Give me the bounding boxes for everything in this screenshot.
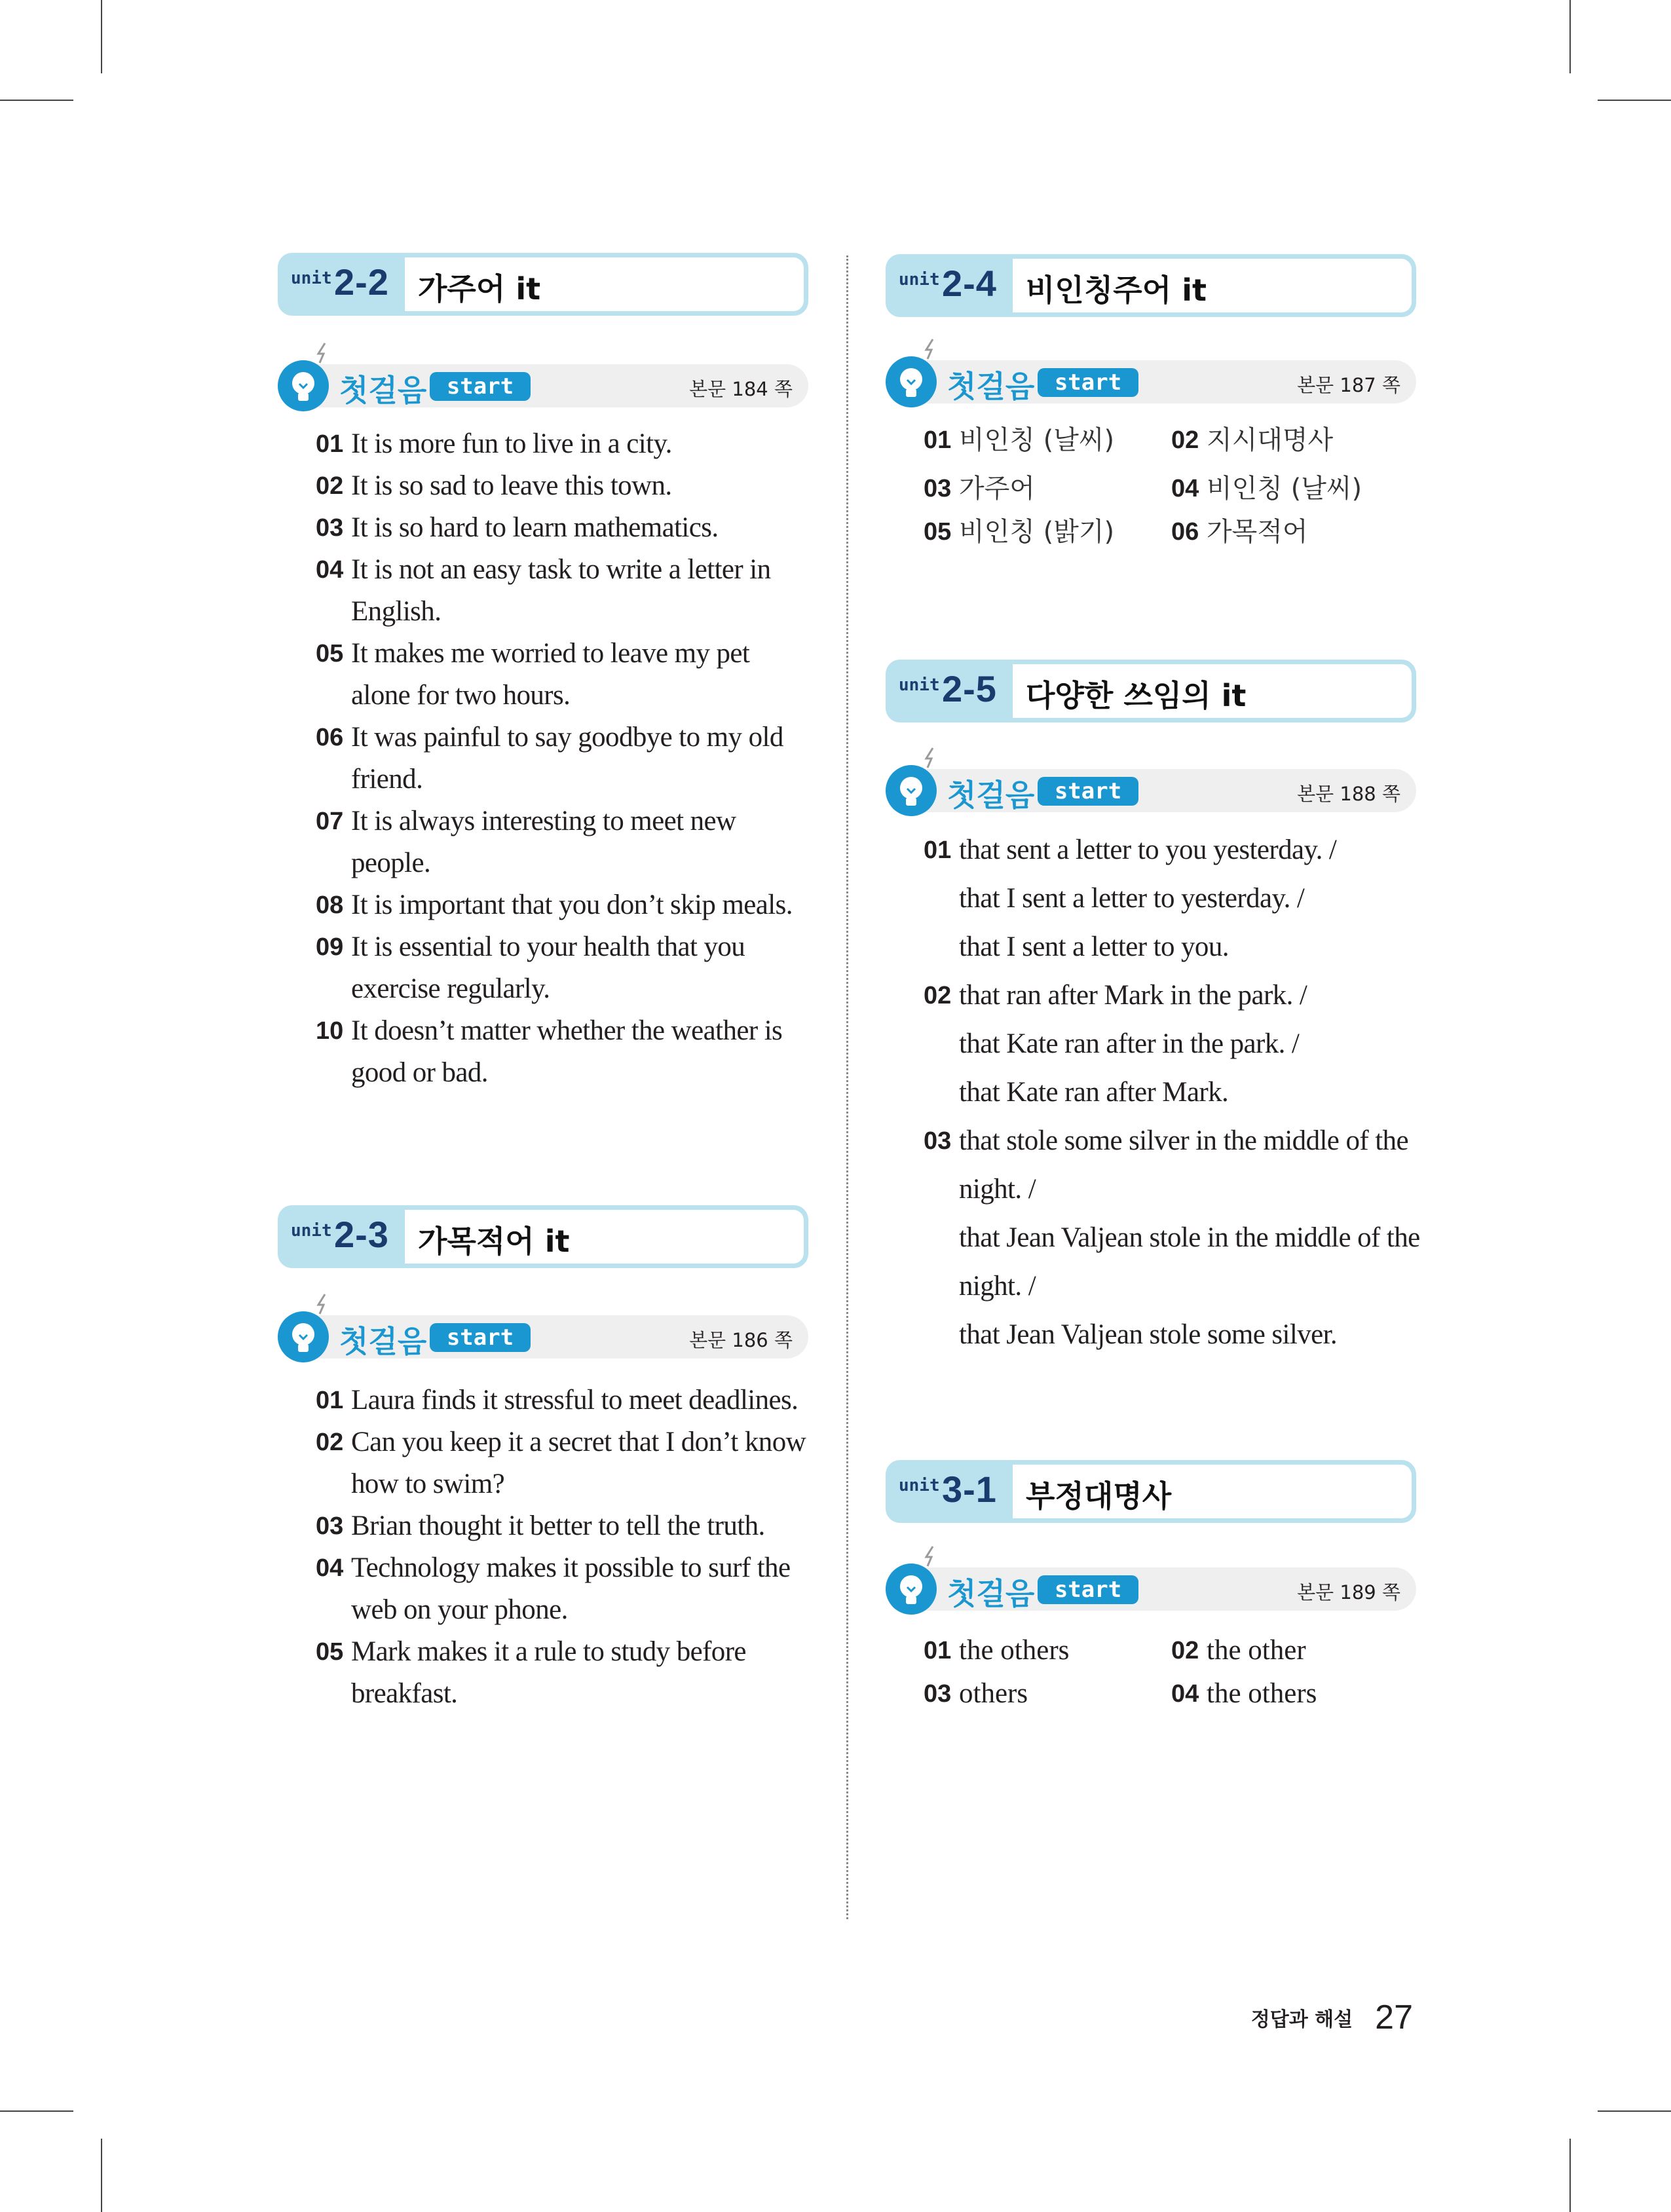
footer-label: 정답과 해설	[1250, 2008, 1353, 2031]
answer-number: 05	[316, 640, 344, 667]
spark-icon	[921, 747, 941, 769]
page-reference: 본문 186 쪽	[689, 1329, 793, 1351]
crop-mark	[101, 2139, 102, 2212]
answer-number: 01	[316, 430, 344, 458]
first-step-label: 첫걸음	[339, 373, 427, 408]
answer-list	[316, 1379, 814, 1715]
answer-text: It doesn’t matter whether the weather is good or bad.	[351, 1015, 783, 1088]
lightbulb-icon	[886, 356, 937, 407]
answer-number: 02	[316, 1429, 344, 1456]
answer-item	[924, 826, 1421, 971]
answer-item	[316, 1379, 814, 1421]
answer-line: that Jean Valjean stole some silver.	[959, 1319, 1338, 1350]
answer-text: 비인칭 (날씨)	[1207, 474, 1362, 504]
answer-item	[316, 1010, 814, 1094]
spark-icon	[313, 1293, 333, 1315]
answer-item	[316, 926, 814, 1010]
start-badge: start	[430, 1323, 531, 1352]
answer-item	[924, 468, 1035, 510]
start-header	[886, 769, 1416, 812]
unit-title: 다양한 쓰임의 it	[1026, 678, 1247, 713]
start-badge: start	[1038, 777, 1138, 806]
unit-word: unit	[899, 675, 940, 695]
unit-title: 부정대명사	[1026, 1478, 1172, 1514]
answer-text: It is more fun to live in a city.	[351, 428, 672, 459]
lightbulb-icon	[278, 360, 329, 411]
unit-header	[278, 253, 808, 316]
answer-number: 03	[924, 475, 952, 502]
answer-item	[316, 1421, 814, 1505]
answer-number: 10	[316, 1017, 344, 1045]
spark-icon	[921, 338, 941, 360]
unit-number: 3-1	[942, 1469, 997, 1510]
unit-title-box	[405, 1210, 804, 1264]
spark-icon	[313, 342, 333, 364]
unit-number: 2-3	[334, 1214, 389, 1255]
answer-line: that ran after Mark in the park. /	[959, 980, 1307, 1011]
first-step-label: 첫걸음	[947, 778, 1035, 813]
answer-line: that Kate ran after in the park. /	[959, 1028, 1300, 1059]
answer-text: It is so hard to learn mathematics.	[351, 512, 719, 543]
start-header	[886, 1567, 1416, 1611]
answer-text: It is essential to your health that you exercise regularly.	[351, 931, 745, 1004]
answer-text: Laura finds it stressful to meet deadlines.	[351, 1385, 798, 1415]
answer-number: 04	[316, 556, 344, 584]
crop-mark	[0, 100, 73, 101]
answer-item	[316, 717, 814, 800]
answer-item	[1171, 468, 1362, 510]
unit-word: unit	[899, 1476, 940, 1495]
page-reference: 본문 189 쪽	[1297, 1581, 1400, 1603]
answer-number: 02	[1171, 1637, 1199, 1664]
answer-text: Can you keep it a secret that I don’t know how to swim?	[351, 1427, 806, 1499]
start-header	[886, 360, 1416, 403]
answer-line: that Jean Valjean stole in the middle of the night. /	[959, 1222, 1420, 1302]
unit-title: 가주어 it	[418, 271, 541, 307]
answer-text: the other	[1207, 1635, 1306, 1666]
answer-number: 03	[924, 1680, 952, 1708]
spark-icon	[921, 1545, 941, 1567]
answer-number: 02	[1171, 426, 1199, 454]
answer-line: that I sent a letter to yesterday. /	[959, 883, 1305, 914]
answer-number: 03	[316, 514, 344, 542]
unit-title-box	[1013, 259, 1412, 312]
answer-item	[924, 1117, 1421, 1359]
answer-number: 07	[316, 808, 344, 835]
answer-number: 01	[924, 836, 952, 864]
answer-text: It is important that you don’t skip meals.	[351, 890, 793, 920]
unit-title-box	[1013, 1465, 1412, 1518]
answer-number: 05	[316, 1638, 344, 1666]
answer-item	[924, 1673, 1028, 1715]
answer-line: that Kate ran after Mark.	[959, 1077, 1229, 1108]
answer-item	[316, 549, 814, 633]
answer-number: 06	[1171, 518, 1199, 546]
unit-header	[886, 660, 1416, 722]
crop-mark	[1598, 2110, 1671, 2112]
answer-number: 01	[924, 426, 952, 454]
answer-text: the others	[1207, 1678, 1317, 1709]
answer-item	[924, 1630, 1069, 1672]
answer-text: 지시대명사	[1207, 425, 1334, 455]
answer-text: Technology makes it possible to surf the web on your phone.	[351, 1552, 791, 1625]
start-header	[278, 364, 808, 407]
answer-number: 02	[924, 982, 952, 1009]
answer-text: 가주어	[959, 474, 1035, 504]
answer-item	[924, 419, 1114, 461]
answer-number: 04	[1171, 475, 1199, 502]
answer-item	[1171, 1630, 1306, 1672]
answer-number: 01	[924, 1637, 952, 1664]
answer-text: It is not an easy task to write a letter in English.	[351, 554, 771, 627]
answer-number: 03	[924, 1127, 952, 1155]
unit-header	[886, 1460, 1416, 1523]
answer-number: 03	[316, 1512, 344, 1540]
page-reference: 본문 187 쪽	[1297, 374, 1400, 396]
answer-number: 04	[316, 1554, 344, 1582]
page-reference: 본문 188 쪽	[1297, 783, 1400, 805]
crop-mark	[0, 2110, 73, 2112]
answer-number: 04	[1171, 1680, 1199, 1708]
lightbulb-icon	[886, 1564, 937, 1615]
unit-word: unit	[899, 270, 940, 290]
unit-title-box	[1013, 664, 1412, 718]
answer-number: 05	[924, 518, 952, 546]
start-badge: start	[1038, 368, 1138, 397]
answer-item	[316, 423, 814, 465]
answer-list	[316, 423, 814, 1094]
unit-number: 2-5	[942, 668, 997, 709]
first-step-label: 첫걸음	[947, 369, 1035, 404]
answer-text: It was painful to say goodbye to my old friend.	[351, 722, 783, 795]
answer-item	[1171, 1673, 1317, 1715]
unit-title-box	[405, 257, 804, 311]
answer-item	[1171, 419, 1333, 461]
crop-mark	[1598, 100, 1671, 101]
first-step-label: 첫걸음	[947, 1576, 1035, 1611]
unit-word: unit	[291, 1221, 332, 1241]
unit-number: 2-2	[334, 261, 389, 303]
page-reference: 본문 184 쪽	[689, 378, 793, 400]
answer-text: others	[959, 1678, 1028, 1709]
answer-text: 가목적어	[1207, 517, 1308, 547]
answer-item	[316, 1505, 814, 1547]
answer-item	[924, 971, 1421, 1117]
unit-header	[886, 254, 1416, 317]
lightbulb-icon	[886, 765, 937, 816]
column-divider	[846, 255, 848, 1919]
answer-item	[1171, 511, 1308, 553]
answer-text: It makes me worried to leave my pet alone for two hours.	[351, 638, 750, 711]
answer-number: 02	[316, 472, 344, 500]
unit-word: unit	[291, 269, 332, 288]
answer-text: Mark makes it a rule to study before breakfast.	[351, 1636, 746, 1709]
unit-header	[278, 1205, 808, 1268]
answer-number: 09	[316, 933, 344, 961]
answer-item	[316, 507, 814, 549]
answer-item	[316, 633, 814, 717]
answer-text: 비인칭 (밝기)	[959, 517, 1115, 547]
answer-item	[316, 884, 814, 926]
answer-text: 비인칭 (날씨)	[959, 425, 1115, 455]
unit-title: 비인칭주어 it	[1026, 272, 1207, 308]
answer-text: Brian thought it better to tell the truth.	[351, 1510, 765, 1541]
lightbulb-icon	[278, 1311, 329, 1362]
crop-mark	[1569, 2139, 1571, 2212]
page-footer	[1251, 1998, 1413, 2037]
answer-line: that sent a letter to you yesterday. /	[959, 834, 1337, 865]
crop-mark	[101, 0, 102, 73]
answer-number: 06	[316, 724, 344, 751]
crop-mark	[1569, 0, 1571, 73]
answer-number: 08	[316, 891, 344, 919]
start-badge: start	[1038, 1575, 1138, 1604]
answer-item	[316, 800, 814, 884]
answer-item	[316, 1547, 814, 1631]
answer-item	[316, 1631, 814, 1715]
unit-number: 2-4	[942, 263, 997, 304]
answer-item	[924, 511, 1114, 553]
answer-text: It is so sad to leave this town.	[351, 470, 672, 501]
start-header	[278, 1315, 808, 1359]
page-number: 27	[1375, 1998, 1413, 2036]
answer-text: It is always interesting to meet new people.	[351, 806, 736, 878]
answer-line: that I sent a letter to you.	[959, 931, 1229, 962]
unit-title: 가목적어 it	[418, 1224, 570, 1259]
answer-item	[316, 465, 814, 507]
answer-list	[924, 826, 1421, 1359]
first-step-label: 첫걸음	[339, 1324, 427, 1359]
start-badge: start	[430, 372, 531, 401]
answer-line: that stole some silver in the middle of the night. /	[959, 1125, 1408, 1205]
answer-text: the others	[959, 1635, 1070, 1666]
answer-number: 01	[316, 1387, 344, 1414]
